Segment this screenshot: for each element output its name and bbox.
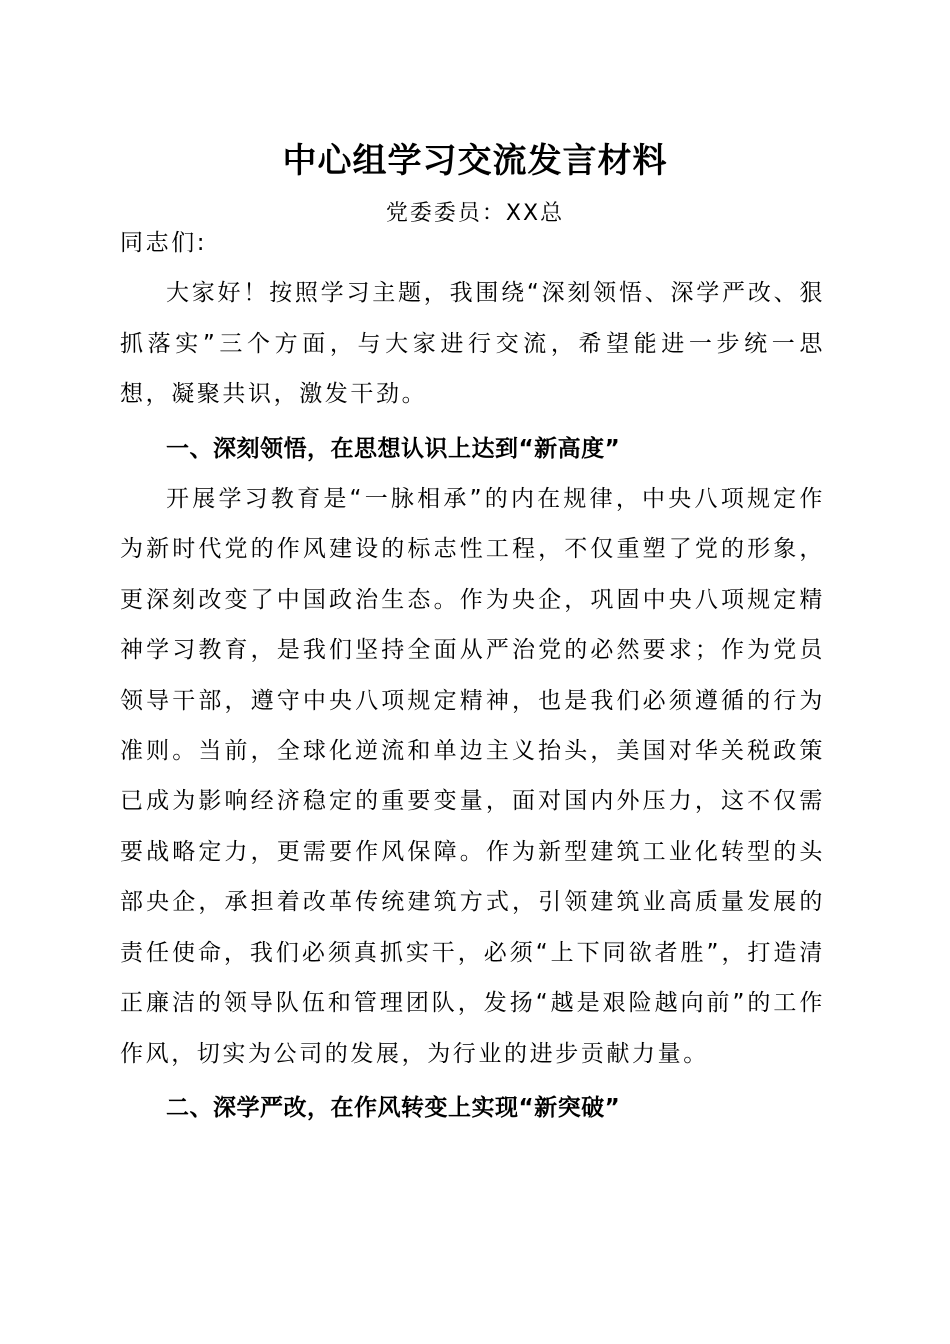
salutation: 同志们: [120, 230, 208, 256]
document-title: 中心组学习交流发言材料 [282, 141, 668, 181]
section-1-heading: 一、深刻领悟，在思想认识上达到“新高度” [166, 435, 621, 462]
document-author-line: 党委委员：XX总 [385, 201, 565, 226]
section-2-heading: 二、深学严改，在作风转变上实现“新突破” [166, 1094, 621, 1121]
intro-paragraph: 大家好！按照学习主题，我围绕“深刻领悟、深学严改、狠抓落实”三个方面，与大家进行交流，希望能进一步统一思想，凝聚共识，激发干劲。 [120, 280, 825, 408]
document-body [120, 218, 825, 1133]
section-1-paragraph: 开展学习教育是“一脉相承”的内在规律，中央八项规定作为新时代党的作风建设的标志性工程，不仅重塑了党的形象，更深刻改变了中国政治生态。作为央企，巩固中央八项规定精神学习教育，是我们坚持全面从严治党的必然要求；作为党员领导干部，遵守中央八项规定精神，也是我们必须遵循的行为准则。当前，全球化逆流和单边主义抬头，美国对华关税政策已成为影响经济稳定的重要变量，面对国内外压力，这不仅需要战略定力，更需要作风保障。作为新型建筑工业化转型的头部央企，承担着改革传统建筑方式，引领建筑业高质量发展的责任使命，我们必须真抓实干，必须“上下同欲者胜”，打造清正廉洁的领导队伍和管理团队，发扬“越是艰险越向前”的工作作风，切实为公司的发展，为行业的进步贡献力量。 [120, 486, 825, 1067]
